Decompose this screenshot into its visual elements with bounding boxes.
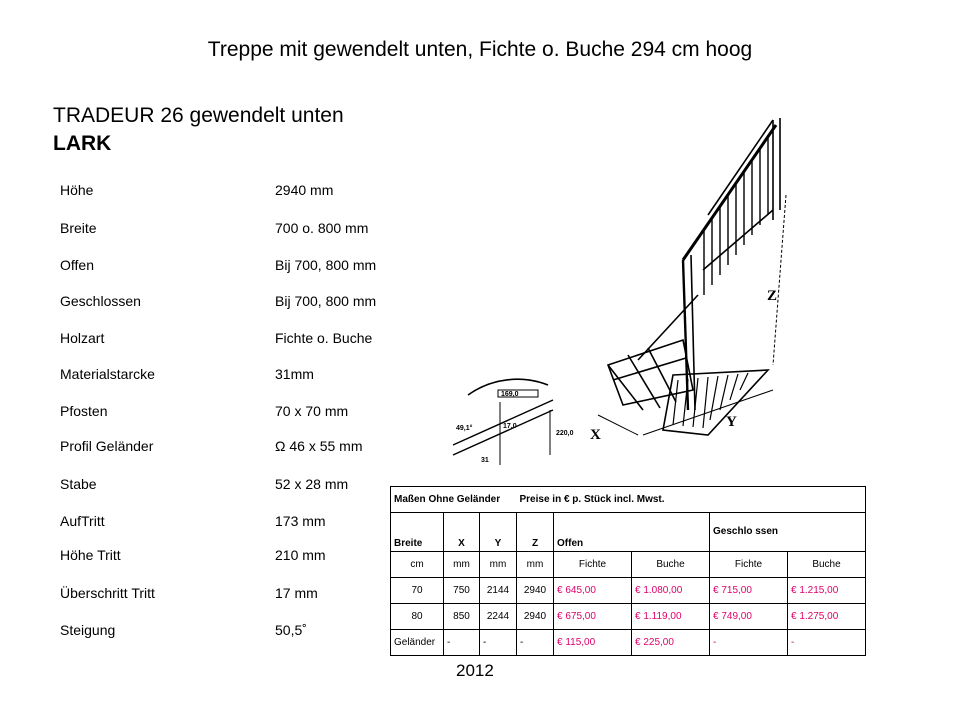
unit-cell: mm bbox=[480, 552, 517, 578]
page-title: Treppe mit gewendelt unten, Fichte o. Buche 294 cm hoog bbox=[207, 38, 753, 61]
col-breite: Breite bbox=[391, 513, 444, 552]
price-cell: € 675,00 bbox=[554, 604, 632, 630]
table-cell: - bbox=[444, 630, 480, 656]
spec-value: Ω 46 x 55 mm bbox=[275, 438, 363, 454]
table-cell: 750 bbox=[444, 578, 480, 604]
spec-label: AufTritt bbox=[60, 513, 105, 529]
stringer-line bbox=[638, 295, 698, 360]
table-units-row bbox=[391, 552, 866, 578]
label-z: Z bbox=[767, 288, 778, 304]
dimension-x-line bbox=[598, 415, 638, 435]
dimension-z-line bbox=[773, 195, 786, 365]
price-cell: € 1.080,00 bbox=[632, 578, 710, 604]
spec-label: Höhe Tritt bbox=[60, 547, 121, 563]
table-row bbox=[391, 578, 866, 604]
label-x: X bbox=[590, 427, 601, 443]
col-x: X bbox=[444, 513, 480, 552]
table-row bbox=[391, 630, 866, 656]
spec-label: Breite bbox=[60, 220, 97, 236]
spec-value: 31mm bbox=[275, 366, 314, 382]
table-cell: 70 bbox=[391, 578, 444, 604]
col-offen: Offen bbox=[554, 513, 710, 552]
spec-label: Pfosten bbox=[60, 403, 108, 419]
price-cell: - bbox=[710, 630, 788, 656]
col-z: Z bbox=[517, 513, 554, 552]
lower-treads bbox=[663, 370, 768, 435]
spec-label: Überschritt Tritt bbox=[60, 585, 155, 601]
stringer-line bbox=[708, 120, 773, 215]
spec-label: Steigung bbox=[60, 622, 116, 638]
price-cell: € 115,00 bbox=[554, 630, 632, 656]
spec-value: 52 x 28 mm bbox=[275, 476, 349, 492]
table-cell: 850 bbox=[444, 604, 480, 630]
stringer-line bbox=[703, 210, 773, 270]
table-cell: 2244 bbox=[480, 604, 517, 630]
price-cell: € 225,00 bbox=[632, 630, 710, 656]
table-cell: 2144 bbox=[480, 578, 517, 604]
unit-cell: Buche bbox=[788, 552, 866, 578]
header-prices: Preise in € p. Stück incl. Mwst. bbox=[517, 487, 866, 513]
product-subtitle: TRADEUR 26 gewendelt unten bbox=[53, 104, 344, 127]
spec-label: Materialstarcke bbox=[60, 366, 155, 382]
unit-cell: Fichte bbox=[554, 552, 632, 578]
spec-value: 17 mm bbox=[275, 585, 318, 601]
detail-angle: 49,1° bbox=[456, 425, 473, 432]
year-label: 2012 bbox=[456, 661, 494, 680]
price-cell: € 1.215,00 bbox=[788, 578, 866, 604]
stair-diagram bbox=[438, 90, 798, 480]
price-cell: € 1.119,00 bbox=[632, 604, 710, 630]
table-column-row bbox=[391, 513, 866, 552]
col-geschlossen: Geschlo ssen bbox=[710, 513, 866, 552]
spec-label: Geschlossen bbox=[60, 293, 141, 309]
unit-cell: Fichte bbox=[710, 552, 788, 578]
detail-right-dim: 220,0 bbox=[556, 430, 574, 437]
spec-label: Holzart bbox=[60, 330, 105, 346]
spec-value: 173 mm bbox=[275, 513, 326, 529]
spec-label: Höhe bbox=[60, 182, 94, 198]
table-cell: 80 bbox=[391, 604, 444, 630]
detail-top-dim: 169,0 bbox=[501, 391, 519, 398]
header-dimensions: Maßen Ohne Geländer bbox=[391, 487, 517, 513]
spec-value: Fichte o. Buche bbox=[275, 330, 373, 346]
price-cell: € 749,00 bbox=[710, 604, 788, 630]
unit-cell: mm bbox=[517, 552, 554, 578]
price-cell: € 645,00 bbox=[554, 578, 632, 604]
table-row bbox=[391, 604, 866, 630]
price-cell: - bbox=[788, 630, 866, 656]
spec-label: Profil Geländer bbox=[60, 438, 154, 454]
spec-value: Bij 700, 800 mm bbox=[275, 293, 377, 309]
table-cell: 2940 bbox=[517, 578, 554, 604]
price-table bbox=[390, 486, 866, 656]
handrail bbox=[683, 125, 776, 260]
table-cell: - bbox=[480, 630, 517, 656]
spec-value: 210 mm bbox=[275, 547, 326, 563]
spec-value: 700 o. 800 mm bbox=[275, 220, 369, 236]
spec-label: Stabe bbox=[60, 476, 97, 492]
price-cell: € 715,00 bbox=[710, 578, 788, 604]
unit-cell: Buche bbox=[632, 552, 710, 578]
table-cell: 2940 bbox=[517, 604, 554, 630]
unit-cell: cm bbox=[391, 552, 444, 578]
spec-value: 2940 mm bbox=[275, 182, 334, 198]
spec-value: Bij 700, 800 mm bbox=[275, 257, 377, 273]
unit-cell: mm bbox=[444, 552, 480, 578]
spec-value: 50,5˚ bbox=[275, 622, 307, 638]
detail-inner-dim: 17,0 bbox=[503, 423, 517, 430]
table-cell: - bbox=[517, 630, 554, 656]
table-cell: Geländer bbox=[391, 630, 444, 656]
col-y: Y bbox=[480, 513, 517, 552]
spec-label: Offen bbox=[60, 257, 94, 273]
winder-steps bbox=[608, 340, 693, 405]
detail-bottom-dim: 31 bbox=[481, 457, 489, 464]
winder-line bbox=[613, 358, 686, 380]
label-y: Y bbox=[726, 414, 737, 430]
price-cell: € 1.275,00 bbox=[788, 604, 866, 630]
spec-value: 70 x 70 mm bbox=[275, 403, 349, 419]
model-name: LARK bbox=[53, 132, 112, 155]
table-header-row bbox=[391, 487, 866, 513]
